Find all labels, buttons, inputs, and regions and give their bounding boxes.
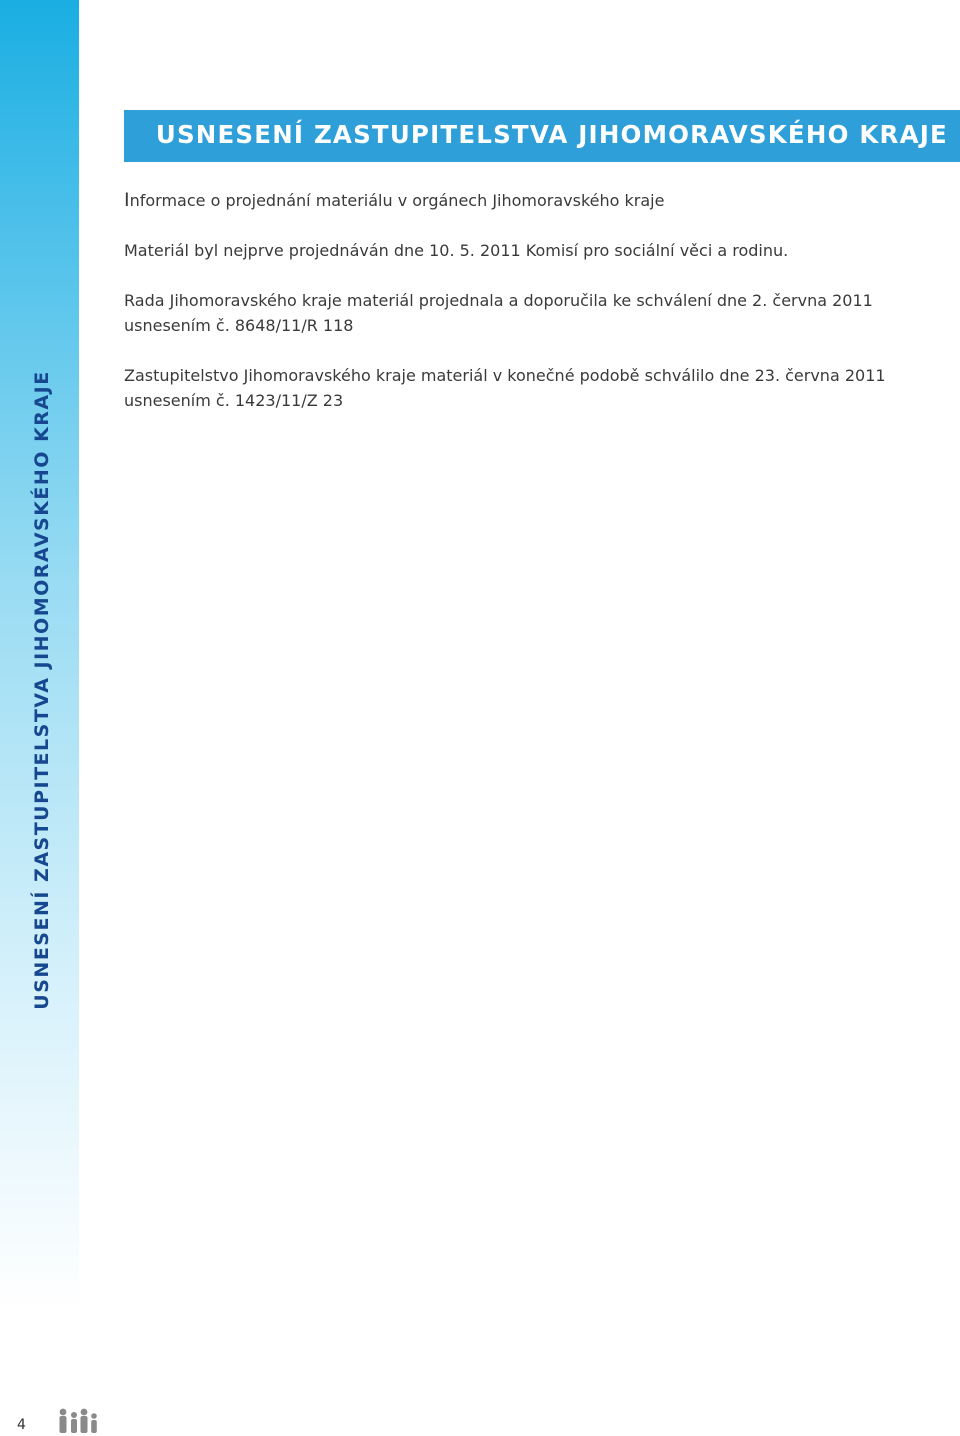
intro-heading xyxy=(124,188,924,213)
page-number: 4 xyxy=(17,1417,26,1433)
intro-rest: nformace o projednání materiálu v orgánech Jihomoravského kraje xyxy=(129,191,665,210)
paragraph-council: Rada Jihomoravského kraje materiál projednala a doporučila ke schválení dne 2. června 2011 usnesením č. 8648/11/R 118 xyxy=(124,291,873,335)
family-figures-icon xyxy=(56,1406,100,1434)
content xyxy=(124,188,924,438)
paragraph-commission: Materiál byl nejprve projednáván dne 10. 5. 2011 Komisí pro sociální věci a rodinu. xyxy=(124,241,789,260)
sidebar-title: USNESENÍ ZASTUPITELSTVA JIHOMORAVSKÉHO KRAJE xyxy=(31,370,53,1010)
paragraph-assembly: Zastupitelstvo Jihomoravského kraje materiál v konečné podobě schválilo dne 23. června 2011 usnesením č. 1423/11/Z 23 xyxy=(124,366,886,410)
side-bar xyxy=(0,0,79,1310)
page-title: USNESENÍ ZASTUPITELSTVA JIHOMORAVSKÉHO KRAJE xyxy=(155,120,948,149)
header-band xyxy=(124,110,960,162)
intro-initial: I xyxy=(124,189,130,211)
